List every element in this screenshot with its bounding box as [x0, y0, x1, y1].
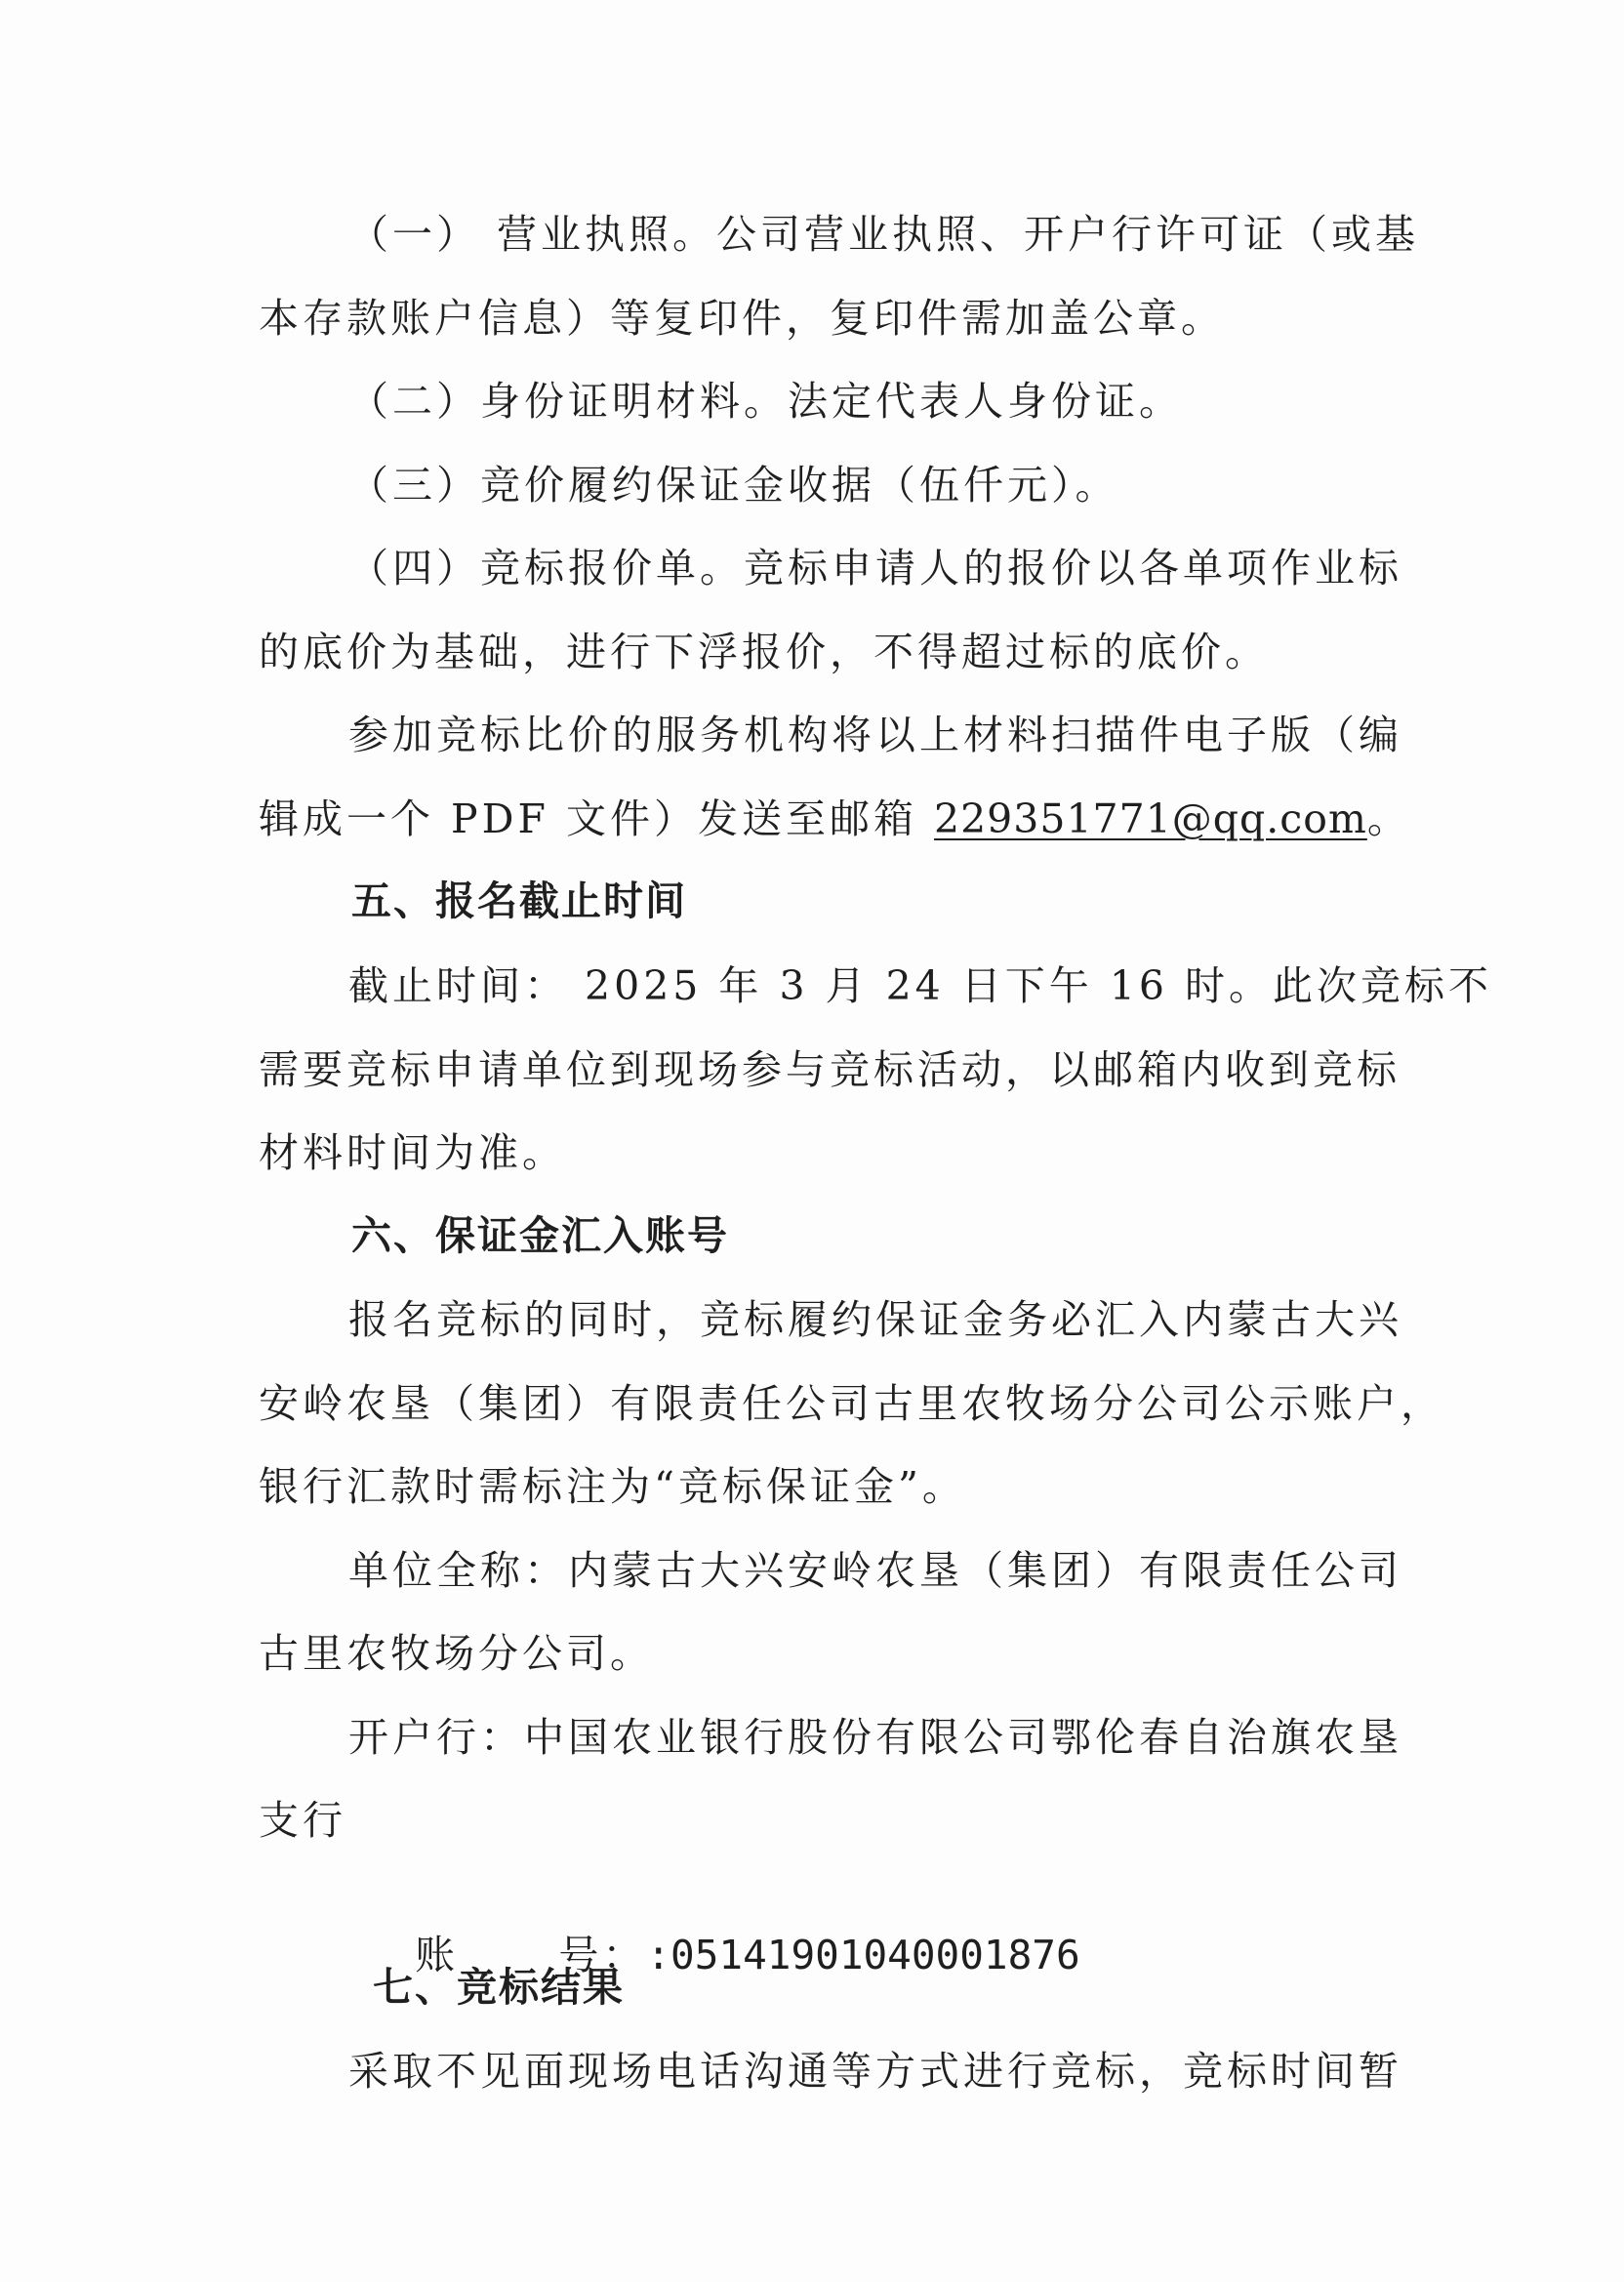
result-line1: 采取不见面现场电话沟通等方式进行竞标，竞标时间暂	[348, 2048, 1402, 2095]
deposit-line2: 安岭农垦（集团）有限责任公司古里农牧场分公司公示账户，	[259, 1380, 1444, 1427]
submission-line2-prefix: 辑成一个 PDF 文件）发送至邮箱	[259, 795, 935, 842]
item4-line2: 的底价为基础，进行下浮报价，不得超过标的底价。	[259, 629, 1269, 675]
submission-line1: 参加竞标比价的服务机构将以上材料扫描件电子版（编	[348, 712, 1402, 758]
deadline-line2: 需要竞标申请单位到现场参与竞标活动，以邮箱内收到竞标	[259, 1046, 1401, 1093]
submission-line2	[259, 794, 1411, 844]
account-number: :05141901040001876	[646, 1932, 1080, 1978]
bank-line1: 开户行：中国农业银行股份有限公司鄂伦春自治旗农垦	[348, 1714, 1402, 1761]
heading-result: 七、竞标结果	[373, 1964, 625, 2011]
item1-line1: （一） 营业执照。公司营业执照、开户行许可证（或基	[348, 211, 1420, 258]
deposit-line1: 报名竞标的同时，竞标履约保证金务必汇入内蒙古大兴	[348, 1296, 1402, 1343]
item4-line1: （四）竞标报价单。竞标申请人的报价以各单项作业标	[348, 545, 1402, 591]
unit-line2: 古里农牧场分公司。	[259, 1630, 654, 1677]
item3-text: （三）竞价履约保证金收据（伍仟元）。	[348, 462, 1119, 509]
heading-deadline: 五、报名截止时间	[351, 877, 687, 924]
item2-text: （二）身份证明材料。法定代表人身份证。	[348, 378, 1183, 425]
deadline-line3: 材料时间为准。	[259, 1129, 566, 1176]
unit-line1: 单位全称：内蒙古大兴安岭农垦（集团）有限责任公司	[348, 1547, 1402, 1594]
email-link[interactable]: 229351771@qq.com	[934, 795, 1367, 842]
account-label: 账 号：	[415, 1932, 647, 1978]
deadline-line1: 截止时间： 2025 年 3 月 24 日下午 16 时。此次竞标不	[348, 962, 1493, 1009]
submission-line2-suffix: 。	[1366, 795, 1411, 842]
bank-line2: 支行	[259, 1797, 346, 1844]
heading-deposit-account: 六、保证金汇入账号	[351, 1212, 729, 1259]
deposit-line3: 银行汇款时需标注为“竞标保证金”。	[259, 1463, 966, 1510]
item1-line2: 本存款账户信息）等复印件，复印件需加盖公章。	[259, 295, 1225, 342]
